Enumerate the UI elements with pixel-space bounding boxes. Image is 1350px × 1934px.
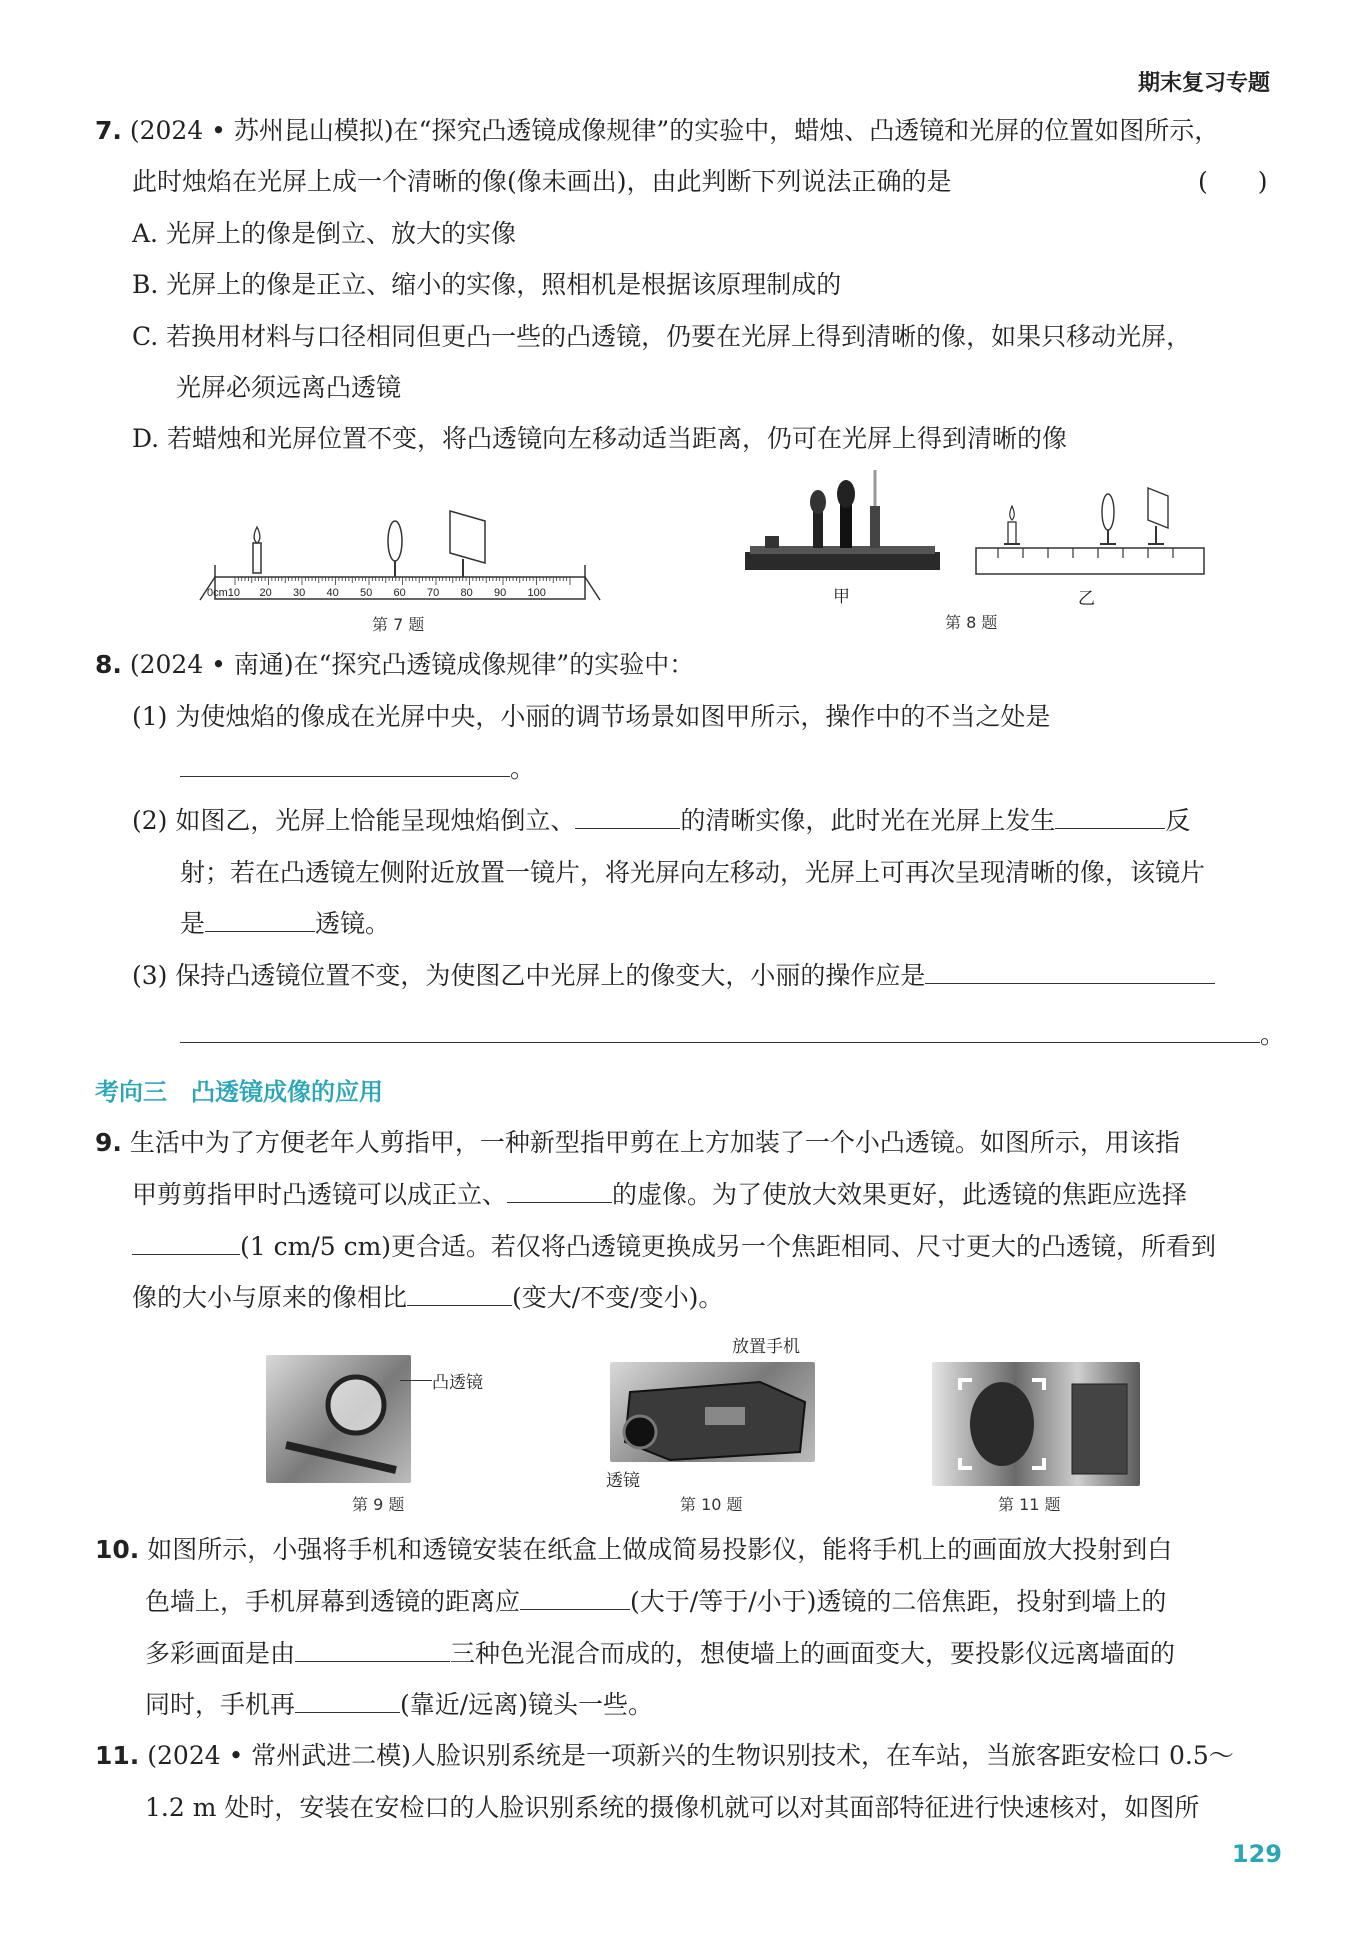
ruler-label: 60 [393, 587, 406, 599]
q8-figure-caption: 第 8 题 [945, 613, 998, 632]
q9-blank-1[interactable] [507, 1180, 612, 1203]
q8-blank-6[interactable] [180, 1020, 1260, 1043]
q8-blank-5[interactable] [925, 961, 1215, 984]
q9-text-4a: 像的大小与原来的像相比 [132, 1283, 408, 1312]
q8-part2-line2: 射；若在凸透镜左侧附近放置一镜片，将光屏向左移动，光屏上可再次呈现清晰的像，该镜片 [180, 858, 1206, 887]
section-title: 考向三 凸透镜成像的应用 [95, 1078, 383, 1106]
q11-figure-face-recognition-photo [932, 1362, 1140, 1486]
q10-text-3a: 多彩画面是由 [145, 1639, 296, 1668]
q9-line1 [95, 1128, 1180, 1158]
q8-blank-2[interactable] [575, 806, 680, 829]
q9-text-2a: 甲剪剪指甲时凸透镜可以成正立、 [132, 1180, 508, 1209]
q9-line2 [132, 1180, 1187, 1210]
q11-line2: 1.2 m 处时，安装在安检口的人脸识别系统的摄像机就可以对其面部特征进行快速核对，如图所 [145, 1793, 1200, 1822]
q11-line1 [95, 1741, 1234, 1771]
q7-figure-optical-bench [195, 505, 615, 605]
lens-label-leader-line [400, 1380, 432, 1381]
q11-number: 11. [95, 1741, 140, 1770]
q8-part2-e: 是 [180, 909, 206, 938]
q10-text-4a: 同时，手机再 [145, 1690, 296, 1719]
ruler-label: 100 [527, 587, 546, 599]
q9-figure-nail-clipper-photo [266, 1355, 411, 1483]
q7-option-d: D. 若蜡烛和光屏位置不变，将凸透镜向左移动适当距离，仍可在光屏上得到清晰的像 [132, 424, 1068, 453]
page-header: 期末复习专题 [1137, 71, 1270, 96]
q8-stem [95, 650, 694, 680]
q7-option-c-2: 光屏必须远离凸透镜 [176, 373, 402, 402]
q10-text-3b: 三种色光混合而成的，想使墙上的画面变大，要投影仪远离墙面的 [450, 1639, 1176, 1668]
q10-text-2a: 色墙上，手机屏幕到透镜的距离应 [145, 1587, 521, 1616]
ruler-label: 90 [494, 587, 507, 599]
q10-figure-projector-photo [610, 1362, 815, 1462]
ruler-label: 40 [326, 587, 339, 599]
q9-line3 [132, 1232, 1216, 1262]
q8-part3-end: 。 [1260, 1020, 1286, 1049]
ruler-label: 20 [259, 587, 272, 599]
ruler-label: 30 [293, 587, 306, 599]
q10-figure-caption: 第 10 题 [680, 1495, 743, 1514]
magnifier-lens-icon [266, 1355, 411, 1483]
q7-option-c-1: C. 若换用材料与口径相同但更凸一些的凸透镜，仍要在光屏上得到清晰的像，如果只移动光屏， [132, 322, 1192, 351]
q9-text-3: (1 cm/5 cm)更合适。若仅将凸透镜更换成另一个焦距相同、尺寸更大的凸透镜，所看到 [240, 1232, 1217, 1261]
q8-blank-1[interactable] [180, 754, 510, 777]
face-scan-frame-icon [932, 1362, 1140, 1486]
page-number: 129 [1231, 1840, 1282, 1868]
q10-line1 [95, 1535, 1172, 1565]
q10-line4 [145, 1690, 653, 1720]
q9-blank-2[interactable] [132, 1232, 240, 1255]
q8-blank-4[interactable] [205, 909, 315, 932]
q8-part3-line2 [180, 1020, 1285, 1050]
q7-option-b: B. 光屏上的像是正立、缩小的实像，照相机是根据该原理制成的 [132, 270, 842, 299]
q7-line1 [95, 116, 1219, 146]
q8-blank-3[interactable] [1055, 806, 1165, 829]
q10-blank-2[interactable] [295, 1639, 450, 1662]
q7-option-a: A. 光屏上的像是倒立、放大的实像 [132, 219, 516, 248]
q8-part2-f: 透镜。 [315, 909, 391, 938]
q8-part1-blank-line [180, 754, 535, 784]
q9-text-1: 生活中为了方便老年人剪指甲，一种新型指甲剪在上方加装了一个小凸透镜。如图所示，用该指 [129, 1128, 1180, 1157]
q8-part3-line1 [132, 961, 1215, 991]
q7-answer-paren: ( ) [1198, 167, 1268, 196]
q8-stem-text: (2024 • 南通)在“探究凸透镜成像规律”的实验中： [129, 650, 695, 679]
q11-figure-caption: 第 11 题 [998, 1495, 1061, 1514]
q8-part3-text: (3) 保持凸透镜位置不变，为使图乙中光屏上的像变大，小丽的操作应是 [132, 961, 926, 990]
q9-number: 9. [95, 1128, 122, 1157]
q10-number: 10. [95, 1535, 140, 1564]
q10-text-4b: (靠近/远离)镜头一些。 [400, 1690, 653, 1719]
projector-box-icon [610, 1362, 815, 1462]
q10-line2 [145, 1587, 1166, 1617]
q9-blank-3[interactable] [407, 1283, 512, 1306]
q10-blank-3[interactable] [295, 1690, 400, 1713]
q7-number: 7. [95, 116, 122, 145]
q8-part2-c: 反 [1165, 806, 1191, 835]
q8-part2-line1 [132, 806, 1190, 836]
q10-line3 [145, 1639, 1175, 1669]
ruler-label: 80 [460, 587, 473, 599]
q8-part1-end: 。 [510, 754, 536, 783]
q9-figure-caption: 第 9 题 [352, 1495, 405, 1514]
q10-phone-label: 放置手机 [732, 1337, 800, 1357]
q10-text-2b: (大于/等于/小于)透镜的二倍焦距，投射到墙上的 [630, 1587, 1167, 1616]
q8-part2-line3 [180, 909, 390, 939]
q8-number: 8. [95, 650, 122, 679]
ruler-label: 50 [360, 587, 373, 599]
q8-figure-jia [745, 470, 945, 580]
q7-figure-caption: 第 7 题 [372, 615, 425, 634]
ruler-label: 0cm10 [207, 587, 241, 599]
q7-stem-1: (2024 • 苏州昆山模拟)在“探究凸透镜成像规律”的实验中，蜡烛、凸透镜和光屏的位置如图所示， [129, 116, 1220, 145]
q11-text-1: (2024 • 常州武进二模)人脸识别系统是一项新兴的生物识别技术，在车站，当旅客距安检口 0.5～ [147, 1741, 1234, 1770]
q8-part2-b: 的清晰实像，此时光在光屏上发生 [680, 806, 1056, 835]
q8-part1: (1) 为使烛焰的像成在光屏中央，小丽的调节场景如图甲所示，操作中的不当之处是 [132, 702, 1051, 731]
q10-text-1: 如图所示，小强将手机和透镜安装在纸盒上做成简易投影仪，能将手机上的画面放大投射到白 [147, 1535, 1173, 1564]
q10-lens-label: 透镜 [606, 1471, 640, 1491]
q10-blank-1[interactable] [520, 1587, 630, 1610]
q9-text-2b: 的虚像。为了使放大效果更好，此透镜的焦距应选择 [612, 1180, 1188, 1209]
q8-part2-a: (2) 如图乙，光屏上恰能呈现烛焰倒立、 [132, 806, 576, 835]
ruler-label: 70 [427, 587, 440, 599]
q7-line2: 此时烛焰在光屏上成一个清晰的像(像未画出)，由此判断下列说法正确的是 [132, 167, 952, 196]
q9-line4 [132, 1283, 723, 1313]
q9-lens-label: 凸透镜 [432, 1373, 483, 1393]
q8-label-jia: 甲 [833, 587, 850, 607]
q9-text-4b: (变大/不变/变小)。 [512, 1283, 724, 1312]
q8-figure-yi [968, 482, 1213, 582]
q8-label-yi: 乙 [1078, 589, 1095, 609]
